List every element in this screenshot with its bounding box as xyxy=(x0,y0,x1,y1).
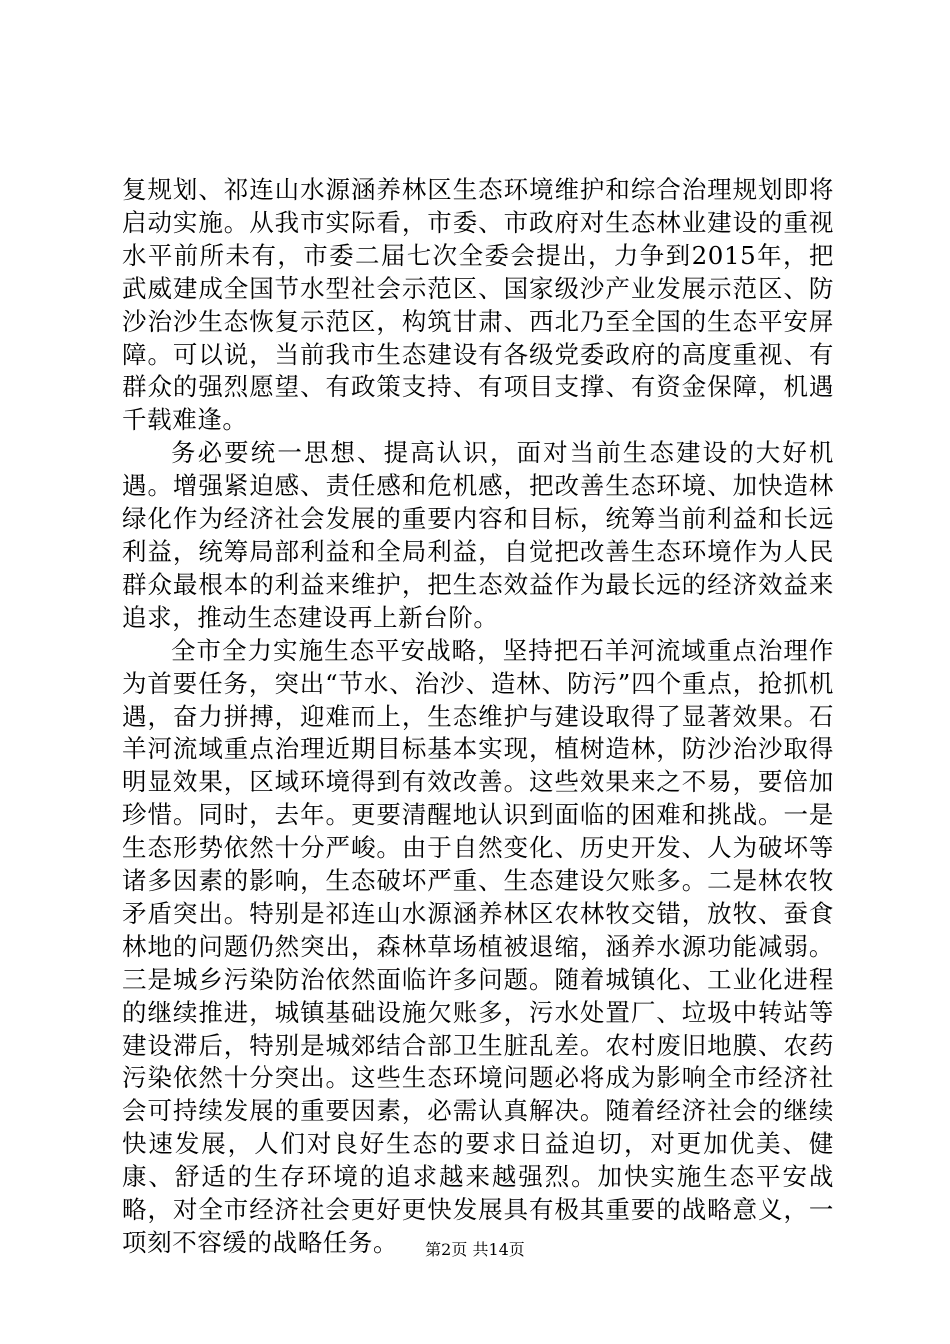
paragraph-3: 全市全力实施生态平安战略，坚持把石羊河流域重点治理作为首要任务，突出“节水、治沙、造林、防污”四个重点，抢抓机遇，奋力拼搏，迎难而上，生态维护与建设取得了显著效果。石羊河流域重点治理近期目标基本实现，植树造林，防沙治沙取得明显效果，区域环境得到有效改善。这些效果来之不易，要倍加珍惜。同时，去年。更要清醒地认识到面临的困难和挑战。一是生态形势依然十分严峻。由于自然变化、历史开发、人为破坏等诸多因素的影响，生态破坏严重、生态建设欠账多。二是林农牧矛盾突出。特别是祁连山水源涵养林区农林牧交错，放牧、蚕食林地的问题仍然突出，森林草场植被退缩，涵养水源功能减弱。三是城乡污染防治依然面临许多问题。随着城镇化、工业化进程的继续推进，城镇基础设施欠账多，污水处置厂、垃圾中转站等建设滞后，特别是城郊结合部卫生脏乱差。农村废旧地膜、农药污染依然十分突出。这些生态环境问题必将成为影响全市经济社会可持续发展的重要因素，必需认真解决。随着经济社会的继续快速发展，人们对良好生态的要求日益迫切，对更加优美、健康、舒适的生存环境的追求越来越强烈。加快实施生态平安战略，对全市经济社会更好更快发展具有极其重要的战略意义，一项刻不容缓的战略任务。 xyxy=(122,635,834,1257)
paragraph-2: 务必要统一思想、提高认识，面对当前生态建设的大好机遇。增强紧迫感、责任感和危机感，把改善生态环境、加快造林绿化作为经济社会发展的重要内容和目标，统筹当前利益和长远利益，统筹局部利益和全局利益，自觉把改善生态环境作为人民群众最根本的利益来维护，把生态效益作为最长远的经济效益来追求，推动生态建设再上新台阶。 xyxy=(122,438,834,632)
paragraph-1: 复规划、祁连山水源涵养林区生态环境维护和综合治理规划即将启动实施。从我市实际看，市委、市政府对生态林业建设的重视水平前所未有，市委二届七次全委会提出，力争到2015年，把武威建成全国节水型社会示范区、国家级沙产业发展示范区、防沙治沙生态恢复示范区，构筑甘肃、西北乃至全国的生态平安屏障。可以说，当前我市生态建设有各级党委政府的高度重视、有群众的强烈愿望、有政策支持、有项目支撑、有资金保障，机遇千载难逢。 xyxy=(122,175,834,435)
document-body xyxy=(122,174,834,1260)
page-number: 第2页 共14页 xyxy=(425,1240,525,1259)
page-footer xyxy=(0,1240,950,1260)
